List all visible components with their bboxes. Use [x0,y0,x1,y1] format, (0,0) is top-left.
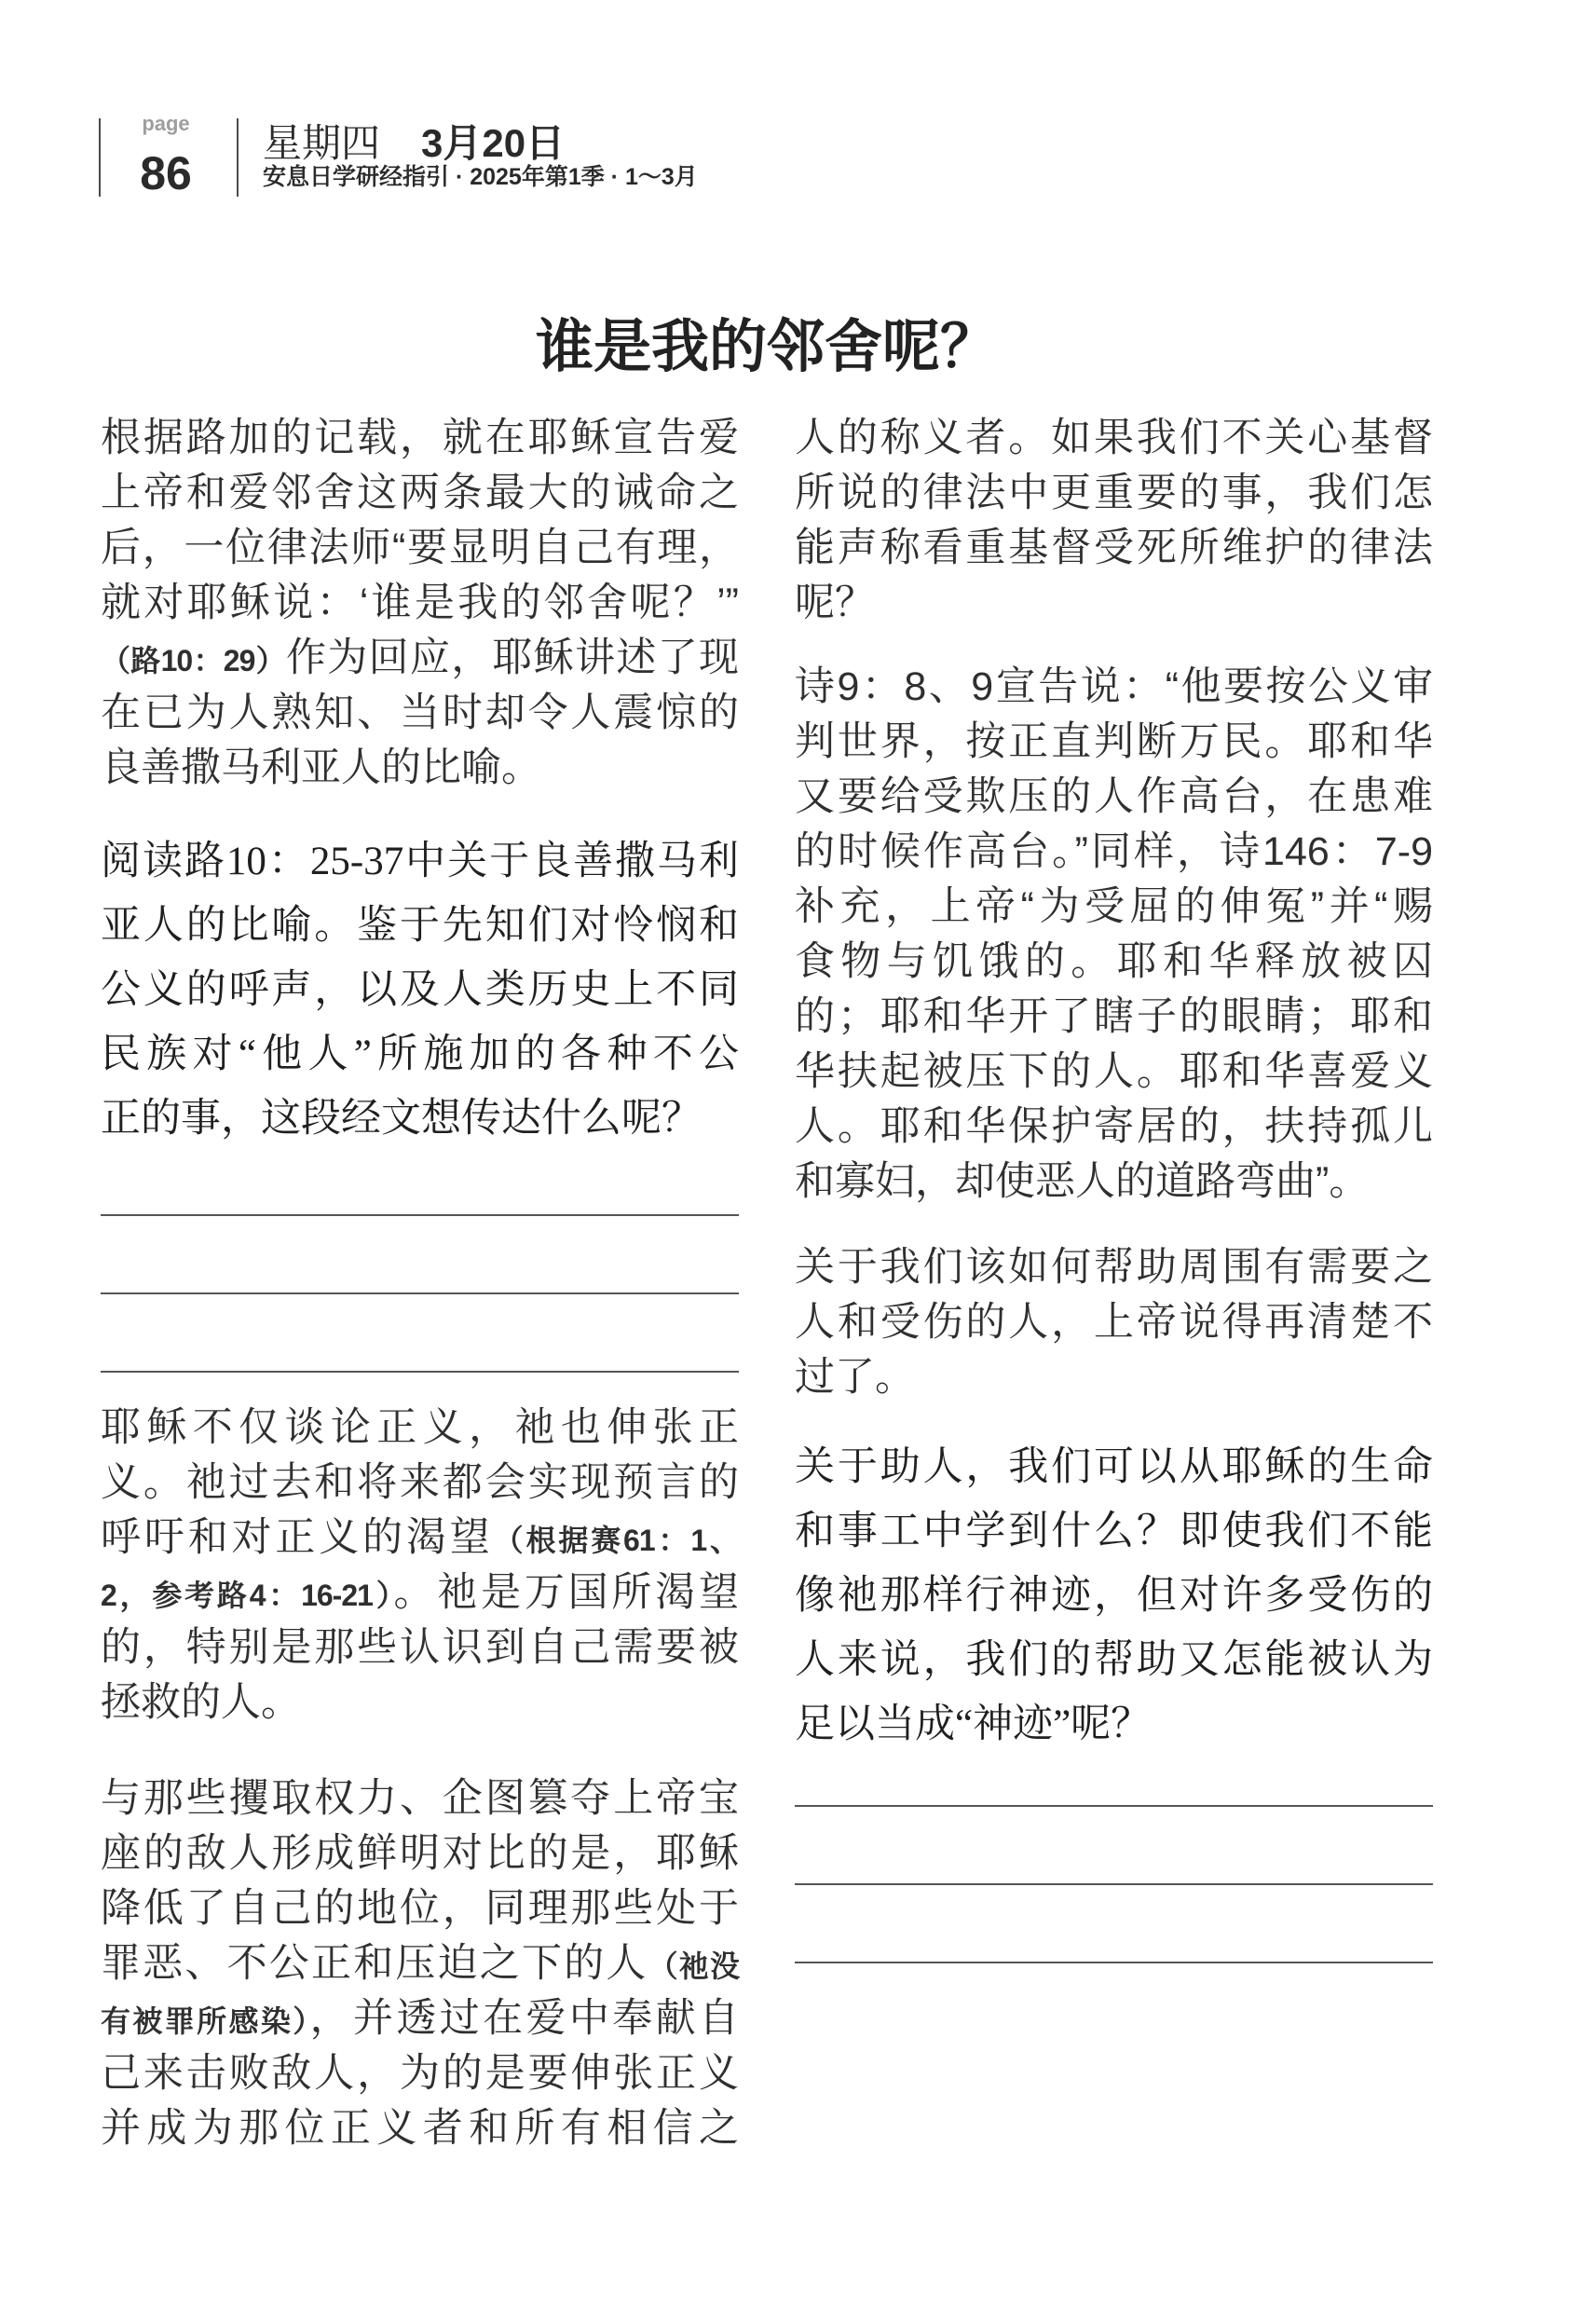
text-line: 食物与饥饿的。耶和华释放被囚 [795,939,1433,984]
text-line [101,1936,739,1991]
text-line: 人来说，我们的帮助又怎能被认为 [795,1638,1433,1682]
text-line: 并成为那位正义者和所有相信之 [101,2106,739,2151]
text-segment: 作为回应，耶稣讲述了现 [286,636,739,680]
scripture-reference: （路10：29） [101,644,286,677]
study-question [101,829,739,1151]
text-line: 与那些攫取权力、企图篡夺上帝宝 [101,1776,739,1821]
text-line: 人的称义者。如果我们不关心基督 [795,416,1433,460]
text-line: 人。耶和华保护寄居的，扶持孤儿 [795,1104,1433,1149]
page-header [0,0,1596,224]
publication-info: 安息日学研经指引 · 2025年第1季 · 1～3月 [263,164,698,190]
text-segment: 呼吁和对正义的渴望 [101,1515,494,1560]
text-line: 诗9：8、9宣告说：“他要按公义审 [795,664,1433,709]
text-line: 的时候作高台。”同样，诗146：7-9 [795,829,1433,874]
text-line: 像祂那样行神迹，但对许多受伤的 [795,1574,1433,1618]
text-line [101,1991,739,2046]
text-line: 关于我们该如何帮助周围有需要之 [795,1245,1433,1290]
weekday: 星期四 [263,121,381,165]
text-line: 拯救的人。 [101,1680,301,1725]
answer-line [101,1371,739,1373]
scripture-reference: （根据赛61：1、 [493,1524,739,1557]
text-segment: ，并透过在爱中奉献自 [309,1996,739,2041]
lesson-title: 谁是我的邻舍呢？ [535,316,998,379]
text-line: 公义的呼声，以及人类历史上不同 [101,968,739,1012]
header-divider [237,118,239,197]
scripture-reference: 2，参考路4：16-21） [101,1579,394,1612]
answer-line [795,1962,1433,1963]
text-line: 和寡妇，却使恶人的道路弯曲”。 [795,1159,1370,1204]
text-line [101,631,739,686]
text-line: 的，特别是那些认识到自己需要被 [101,1625,739,1670]
paragraph-psalms [795,660,1433,1210]
lesson-date: 3月20日 [421,121,566,165]
text-line: 民族对“他人”所施加的各种不公 [101,1032,739,1076]
text-line: 呢？ [795,581,875,625]
paragraph-contrast [101,1771,739,2156]
answer-line [795,1883,1433,1885]
paragraph-intro [101,411,739,796]
text-line: 己来击败敌人，为的是要伸张正义 [101,2051,739,2096]
text-line: 耶稣不仅谈论正义，祂也伸张正 [101,1405,739,1450]
parenthetical-note: 有被罪所感染） [101,2004,310,2038]
text-line: 良善撒马利亚人的比喻。 [101,745,541,790]
text-line [101,1511,739,1566]
answer-line [101,1214,739,1216]
page-label: page [142,112,190,135]
parenthetical-note: （祂没 [648,1949,739,1983]
text-line: 关于助人，我们可以从耶稣的生命 [795,1445,1433,1489]
text-line: 所说的律法中更重要的事，我们怎 [795,471,1433,515]
lesson-day [263,123,565,164]
text-line: 的；耶和华开了瞎子的眼睛；耶和 [795,994,1433,1039]
text-line [101,1566,739,1620]
text-line: 判世界，按正直判断万民。耶和华 [795,719,1433,764]
study-question [795,1435,1433,1757]
text-line: 能声称看重基督受死所维护的律法 [795,526,1433,570]
text-line: 华扶起被压下的人。耶和华喜爱义 [795,1049,1433,1094]
text-line: 又要给受欺压的人作高台，在患难 [795,774,1433,819]
header-divider [99,118,101,197]
text-line: 座的敌人形成鲜明对比的是，耶稣 [101,1831,739,1876]
text-line: 后，一位律法师“要显明自己有理， [101,526,739,570]
text-line: 补充，上帝“为受屈的伸冤”并“赐 [795,884,1433,929]
paragraph-continuation [795,411,1433,631]
answer-line [795,1805,1433,1807]
text-line: 就对耶稣说：‘谁是我的邻舍呢？’” [101,581,739,625]
text-line: 在已为人熟知、当时却令人震惊的 [101,691,739,735]
page-number: 86 [140,147,192,199]
text-line: 降低了自己的地位，同理那些处于 [101,1886,739,1931]
text-line: 亚人的比喻。鉴于先知们对怜悯和 [101,904,739,948]
text-line: 正的事，这段经文想传达什么呢？ [101,1097,702,1141]
text-line: 足以当成“神迹”呢？ [795,1702,1152,1746]
text-line: 阅读路10：25-37中关于良善撒马利 [101,840,739,883]
text-line: 上帝和爱邻舍这两条最大的诫命之 [101,471,739,515]
text-line: 过了。 [795,1355,915,1400]
paragraph-help [795,1240,1433,1405]
text-line: 和事工中学到什么？即使我们不能 [795,1510,1433,1553]
text-segment: 。祂是万国所渴望 [393,1570,739,1615]
text-line: 根据路加的记载，就在耶稣宣告爱 [101,416,739,460]
answer-line [101,1292,739,1294]
text-line: 人和受伤的人，上帝说得再清楚不 [795,1300,1433,1345]
paragraph-justice [101,1401,739,1730]
text-segment: 罪恶、不公正和压迫之下的人 [101,1941,648,1986]
text-line: 义。祂过去和将来都会实现预言的 [101,1460,739,1505]
